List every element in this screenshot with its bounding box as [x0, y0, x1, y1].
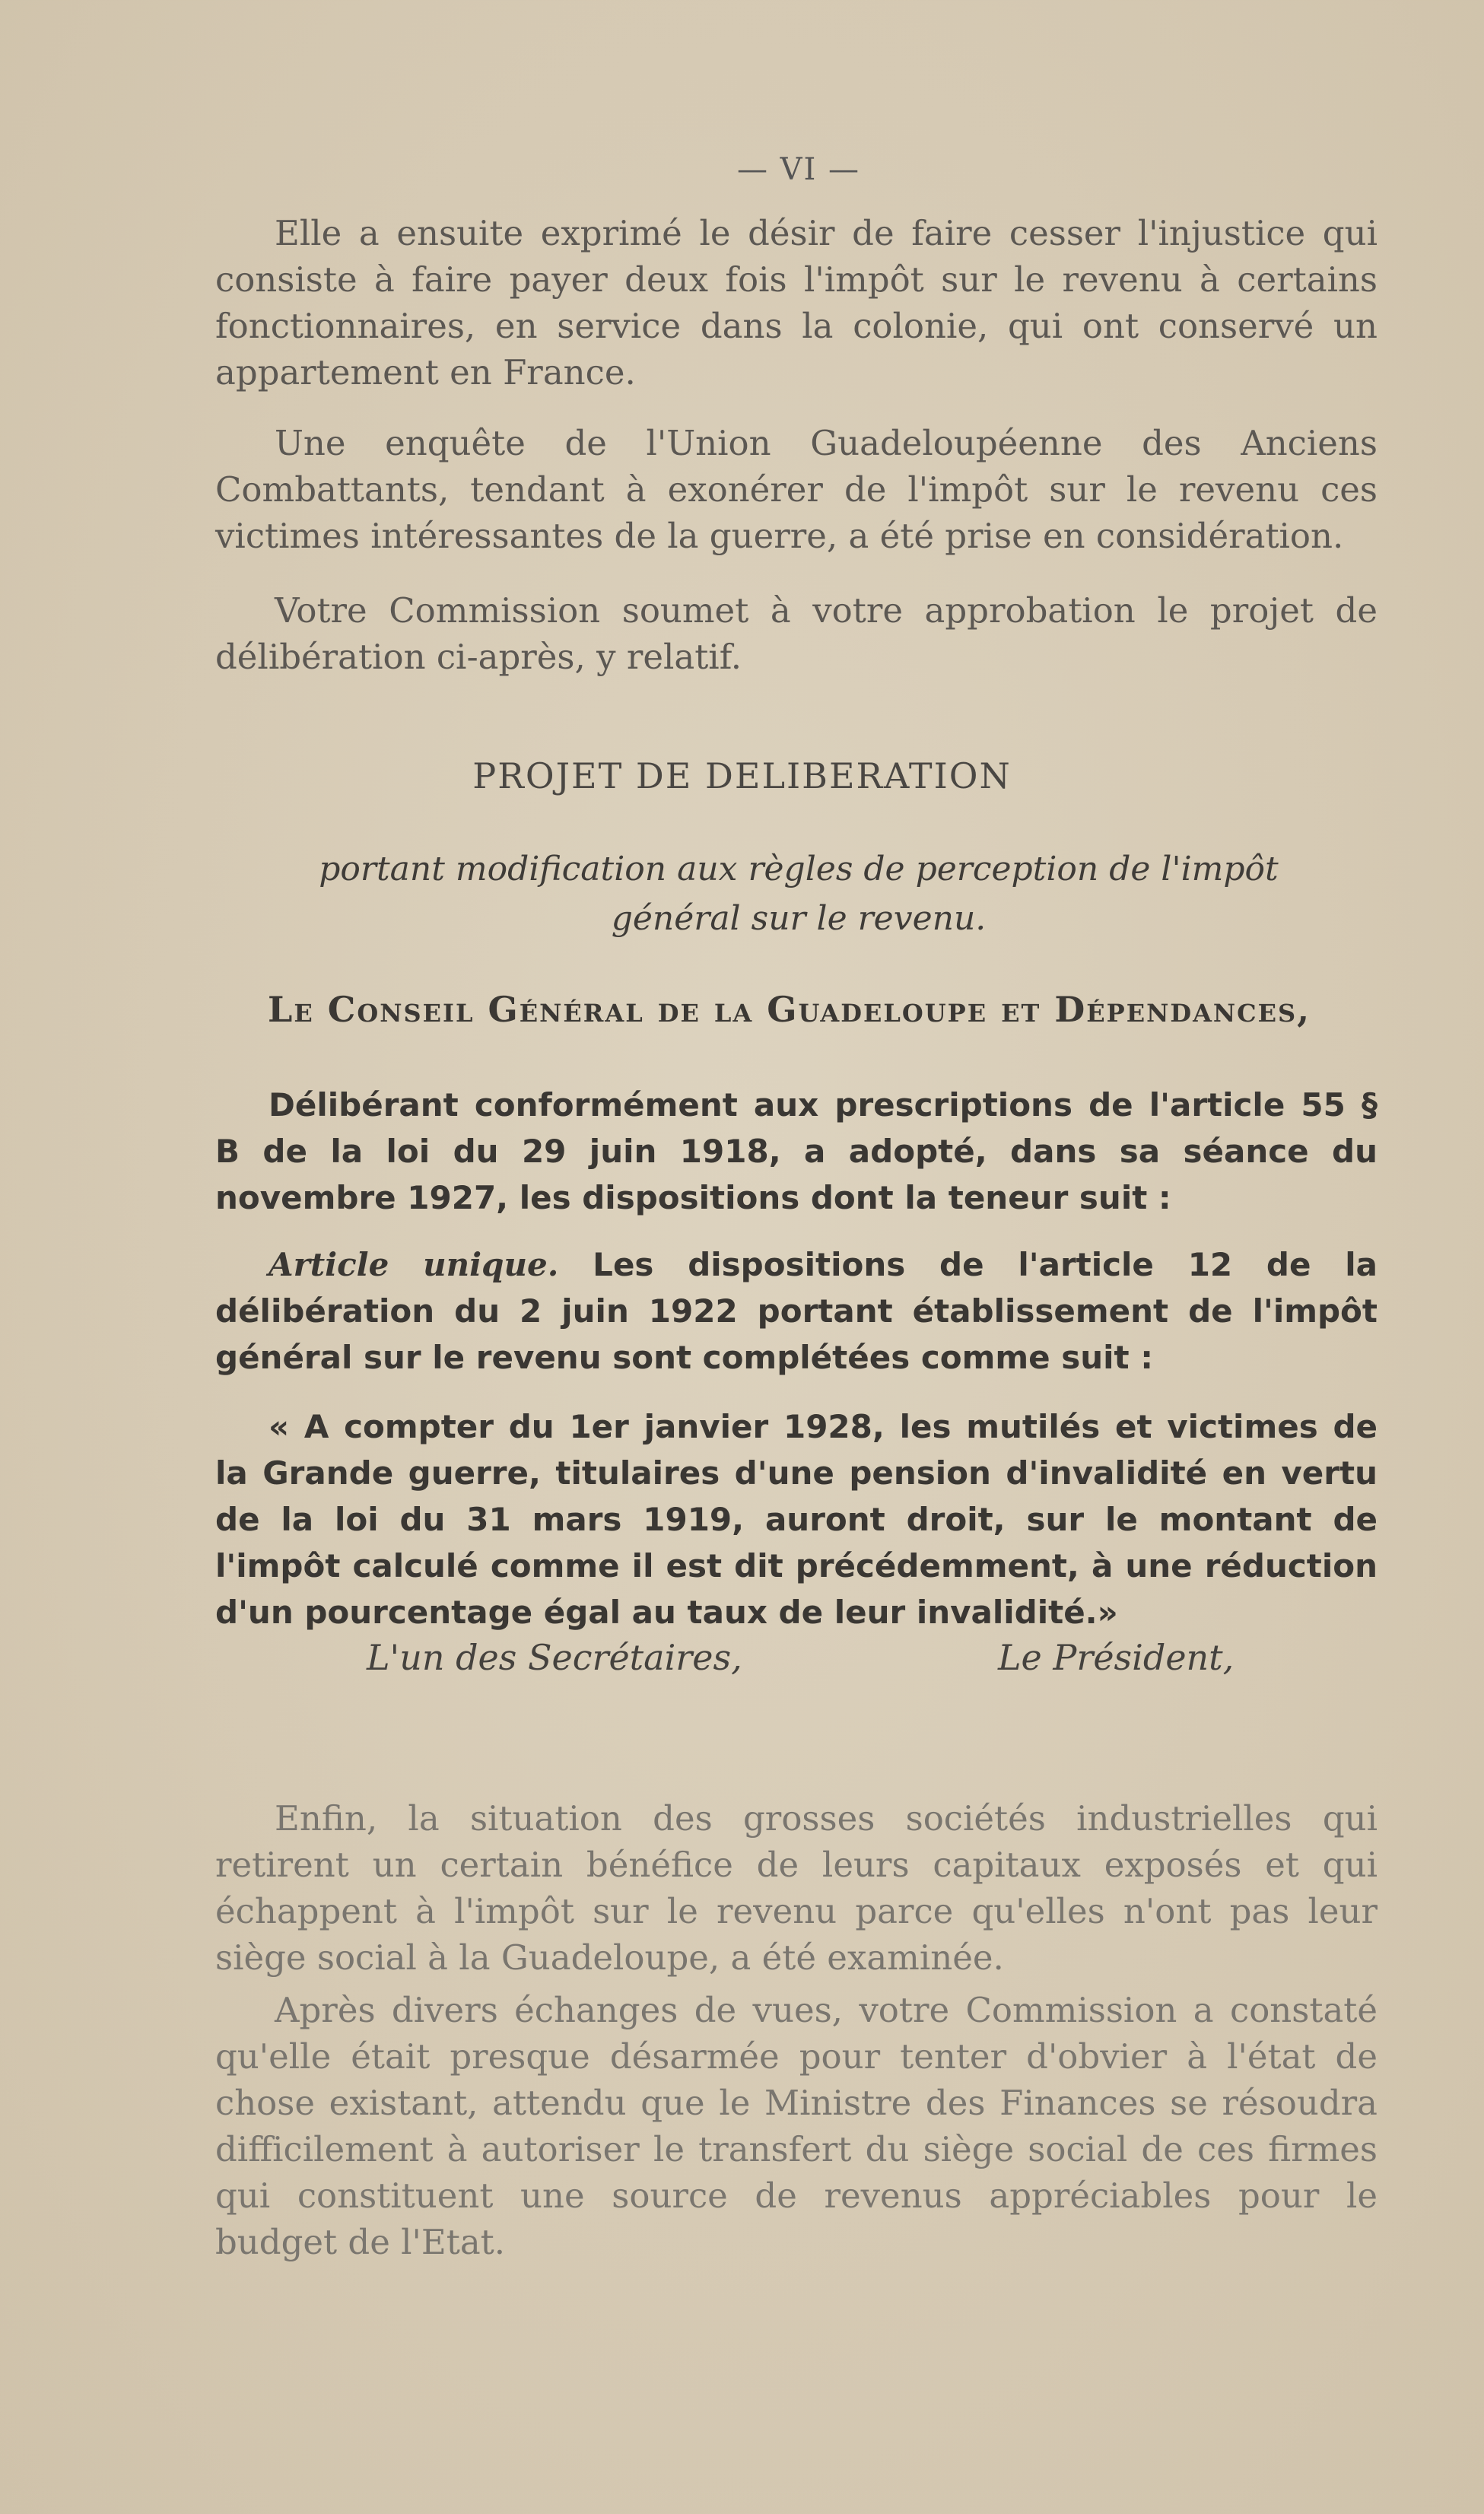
projet-subtitle-line1: portant modification aux règles de perception de l'impôt — [319, 850, 1279, 888]
paragraph-echanges — [215, 1987, 1378, 2265]
deliberant-paragraph — [215, 1082, 1378, 1221]
paragraph-injustice — [215, 210, 1378, 396]
projet-subtitle — [243, 844, 1354, 943]
paragraph-enquete — [215, 420, 1378, 559]
paragraph-enquete-text: Une enquête de l'Union Guadeloupéenne des Anciens Combattants, tendant à exonérer de l'impôt sur le revenu ces victimes intéressantes de la guerre, a été prise en considération. — [215, 423, 1378, 556]
paragraph-societes — [215, 1795, 1378, 1981]
projet-title: PROJET DE DELIBERATION — [472, 755, 1012, 796]
page-number: — VI — — [736, 152, 861, 187]
projet-subtitle-line2: général sur le revenu. — [611, 899, 987, 938]
signature-president: Le Président, — [998, 1637, 1235, 1678]
article-unique-paragraph — [215, 1241, 1378, 1381]
paragraph-societes-text: Enfin, la situation des grosses sociétés industrielles qui retirent un certain bénéfice de leurs capitaux exposés et qui échappent à l'impôt sur le revenu parce qu'elles n'ont pas leur siège social à la Guadeloupe, a été examinée. — [215, 1798, 1378, 1978]
paragraph-echanges-text: Après divers échanges de vues, votre Commission a constaté qu'elle était presque désarmée pour tenter d'obvier à l'état de chose existant, attendu que le Ministre des Finances se résoudra difficilement à autoriser le transfert du siège social de ces firmes qui constituent une source de revenus appréciables pour le budget de l'Etat. — [215, 1990, 1378, 2262]
quotation-text: « A compter du 1er janvier 1928, les mutilés et victimes de la Grande guerre, titulaires d'une pension d'invalidité en vertu de la loi du 31 mars 1919, auront droit, sur le montant de l'impôt calculé comme il est dit précédemment, à une réduction d'un pourcentage égal au taux de leur invalidité.» — [215, 1408, 1378, 1631]
paragraph-commission — [215, 587, 1378, 680]
signature-secretary: L'un des Secrétaires, — [367, 1637, 742, 1678]
paragraph-commission-text: Votre Commission soumet à votre approbation le projet de délibération ci-après, y relatif. — [215, 590, 1378, 677]
deliberant-text: Délibérant conformément aux prescriptions de l'article 55 § B de la loi du 29 juin 1918, a adopté, dans sa séance du novembre 1927, les dispositions dont la teneur suit : — [215, 1086, 1378, 1216]
quotation-paragraph — [215, 1403, 1378, 1635]
paragraph-injustice-text: Elle a ensuite exprimé le désir de faire cesser l'injustice qui consiste à faire payer deux fois l'impôt sur le revenu à certains fonctionnaires, en service dans la colonie, qui ont conservé un appartement en France. — [215, 213, 1378, 393]
article-text: Les dispositions de l'article 12 de la délibération du 2 juin 1922 portant établissement de l'impôt général sur le revenu sont complétées comme suit : — [215, 1246, 1378, 1376]
conseil-heading: Le Conseil Général de la Guadeloupe et Dépendances, — [268, 989, 1311, 1030]
article-label: Article unique. — [269, 1246, 559, 1283]
